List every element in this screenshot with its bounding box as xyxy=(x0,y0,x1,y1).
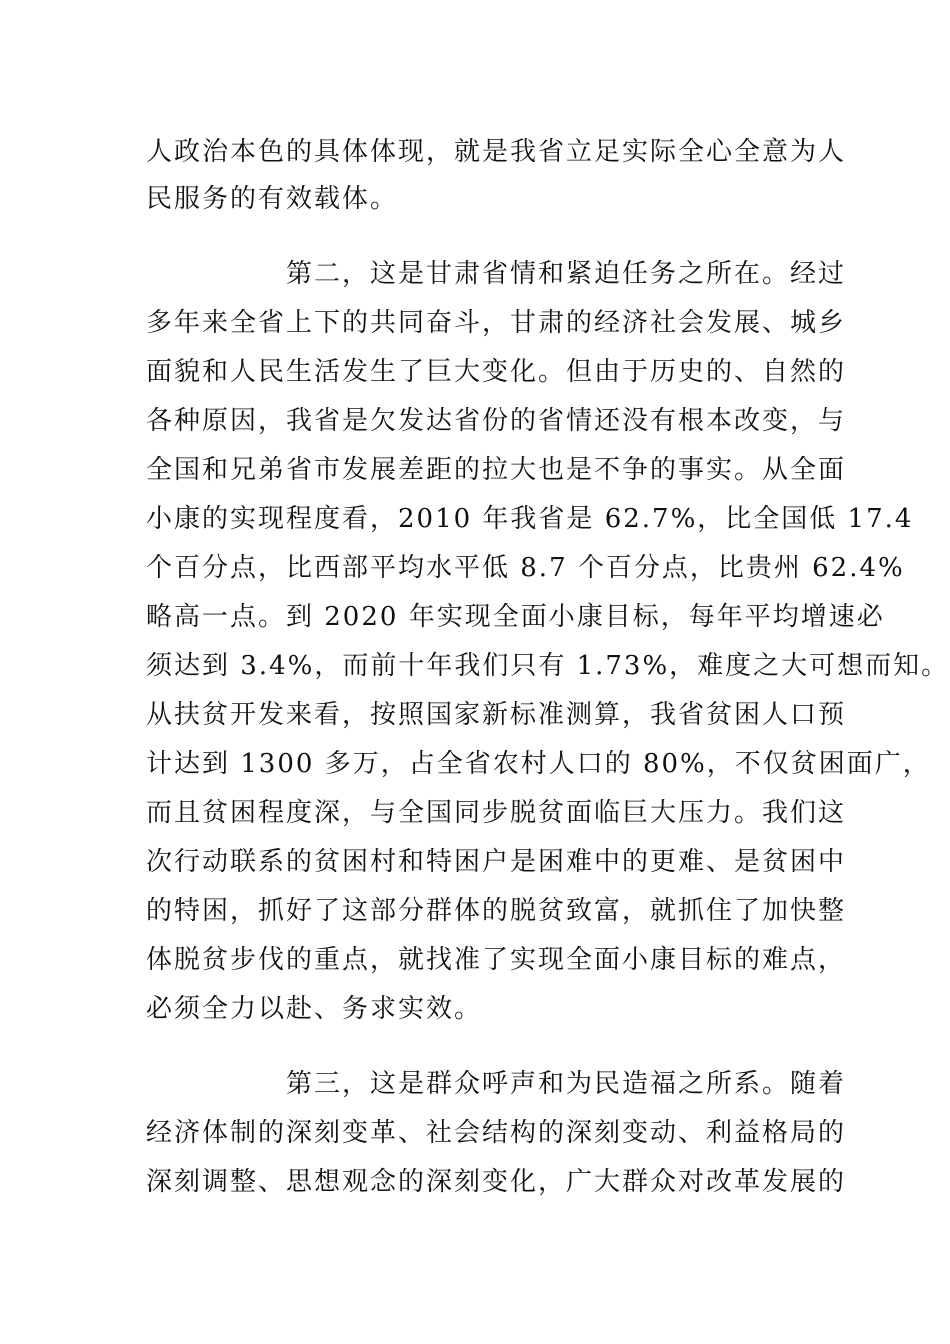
text-line: 小康的实现程度看，2010 年我省是 62.7%，比全国低 17.4 xyxy=(146,504,914,534)
text-line: 面貌和人民生活发生了巨大变化。但由于历史的、自然的 xyxy=(146,357,847,387)
text-line: 计达到 1300 多万，占全省农村人口的 80%，不仅贫困面广， xyxy=(146,749,931,779)
text-line: 体脱贫步伐的重点，就找准了实现全面小康目标的难点， xyxy=(146,945,847,975)
paragraph-heading-second: 第二，这是甘肃省情和紧迫任务之所在。经过 xyxy=(286,259,847,289)
text-line: 民服务的有效载体。 xyxy=(146,184,399,214)
text-line: 的特困，抓好了这部分群体的脱贫致富，就抓住了加快整 xyxy=(146,896,847,926)
text-line: 须达到 3.4%，而前十年我们只有 1.73%，难度之大可想而知。 xyxy=(146,651,950,681)
text-line: 而且贫困程度深，与全国同步脱贫面临巨大压力。我们这 xyxy=(146,798,847,828)
text-line: 从扶贫开发来看，按照国家新标准测算，我省贫困人口预 xyxy=(146,700,847,730)
text-line: 略高一点。到 2020 年实现全面小康目标，每年平均增速必 xyxy=(146,602,885,632)
text-line: 深刻调整、思想观念的深刻变化，广大群众对改革发展的 xyxy=(146,1167,847,1197)
paragraph-heading-third: 第三，这是群众呼声和为民造福之所系。随着 xyxy=(286,1069,847,1099)
text-line: 人政治本色的具体体现，就是我省立足实际全心全意为人 xyxy=(146,137,847,167)
text-line: 多年来全省上下的共同奋斗，甘肃的经济社会发展、城乡 xyxy=(146,308,847,338)
text-line: 各种原因，我省是欠发达省份的省情还没有根本改变，与 xyxy=(146,406,847,436)
text-line: 全国和兄弟省市发展差距的拉大也是不争的事实。从全面 xyxy=(146,455,847,485)
text-line: 个百分点，比西部平均水平低 8.7 个百分点，比贵州 62.4% xyxy=(146,553,905,583)
text-line: 必须全力以赴、务求实效。 xyxy=(146,994,483,1024)
text-line: 经济体制的深刻变革、社会结构的深刻变动、利益格局的 xyxy=(146,1118,847,1148)
text-line: 次行动联系的贫困村和特困户是困难中的更难、是贫困中 xyxy=(146,847,847,877)
